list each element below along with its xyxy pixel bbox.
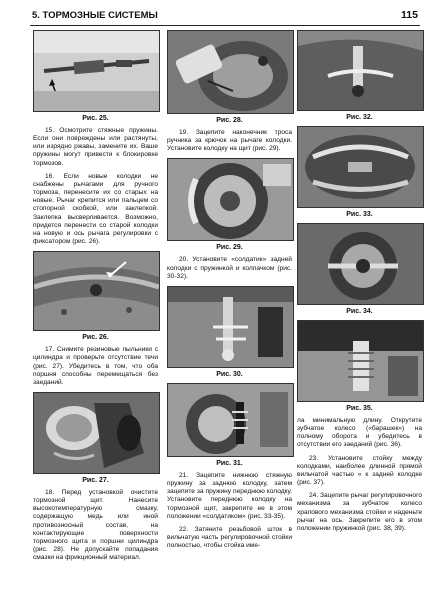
column-3 [297,30,422,538]
figure-25-caption: Рис. 25. [82,115,109,122]
figure-30-caption: Рис. 30. [216,370,243,378]
paragraph-20: 20. Установите «солдатик» задней колодки с пружинкой и колпачком (рис. 30-32). [167,256,292,280]
figure-33-caption: Рис. 33. [346,211,373,218]
figure-35-caption: Рис. 35. [346,405,373,412]
section-title: 5. ТОРМОЗНЫЕ СИСТЕМЫ [32,10,158,21]
figure-27-caption: Рис. 27. [82,476,109,484]
paragraph-17: 17. Снимите резиновые пыльники с цилиндра и проверьте отсутствие течи (рис. 27). Убедитесь в том, что оба поршня способны перемещаться без заеданий. [33,346,158,386]
figure-25-photo [33,30,160,112]
column-1 [33,30,158,567]
paragraph-16: 16. Если новые колодки не снабжены рычагами для ручного тормоза, перенесите их со старых на новые. Рычаг крепится или пальцем со стопорной скобкой, или заклепкой. Заклепка высверливается. Возможно, придется перенести со старой колодки на новую и ось рычага регулировки с фиксатором (рис. 26). [33,172,158,246]
figure-30-photo [167,286,294,368]
paragraph-18: 18. Перед установкой очистите тормозной щит. Нанесите высокотемпературную смазку, содержащую медь или иной противозносный состав, на контактирующие поверхности тормозного щита и поршни цилиндра (рис. 28). Не допускайте попадания смазки на фрикционный материал. [33,488,158,562]
page-header [30,9,420,26]
figure-29-photo [167,158,294,241]
paragraph-15: 15. Осмотрите стяжные пружины. Если они повреждены или растянуты, или изрядно ржавы, замените их. Ваше пружины могут привести к блокировке тормозов. [33,127,158,167]
figure-33-photo [297,126,424,208]
figure-34-caption: Рис. 34. [346,308,373,315]
paragraph-22-continued: ла минимальную длину. Открутите зубчатое колесо («барашек») на полному оборота и убедитесь в отсутствии его заеданий (рис. 36). [297,417,422,449]
paragraph-23: 23. Установите стойку между колодками, наиболее длинной прямой вильчатой частью « к задней колодке (рис. 37). [297,454,422,487]
figure-27-photo [33,392,160,474]
figure-31-photo [167,383,294,457]
figure-26-caption: Рис. 26. [82,334,109,342]
paragraph-22: 22. Затяните резьбовой шток в вильчатую часть регулировочной стойки полностью, чтобы стойка име- [167,525,292,550]
figure-32-caption: Рис. 32. [346,114,373,121]
paragraph-24: 24. Зацепите рычаг регулировочного механизма за зубчатое колесо храпового механизма стойки и наденьте рычаг на ось. Закрепите его в этом положении пружинкой (рис. 38, 39). [297,492,422,532]
figure-26-photo [33,251,160,331]
figure-31-caption: Рис. 31. [216,459,243,467]
figure-35-photo [297,320,424,402]
paragraph-19: 19. Зацепите наконечник троса ручника за крючок на рычаге колодки. Установите колодку на щит (рис. 29). [167,129,292,153]
figure-29-caption: Рис. 29. [216,244,243,252]
figure-32-photo [297,30,424,111]
figure-34-photo [297,223,424,305]
figure-28-caption: Рис. 28. [216,117,243,124]
figure-28-photo [167,30,294,114]
column-2 [167,30,292,555]
paragraph-21: 21. Зацепите нижнюю стяжную пружину за заднюю колодку, затем зацепите за пружину переднюю колодку. Установите переднюю колодку на тормозной щит, закрепите ее в этом положении «солдатиком» (рис. 33-35). [167,471,292,520]
page-number: 115 [401,9,418,21]
